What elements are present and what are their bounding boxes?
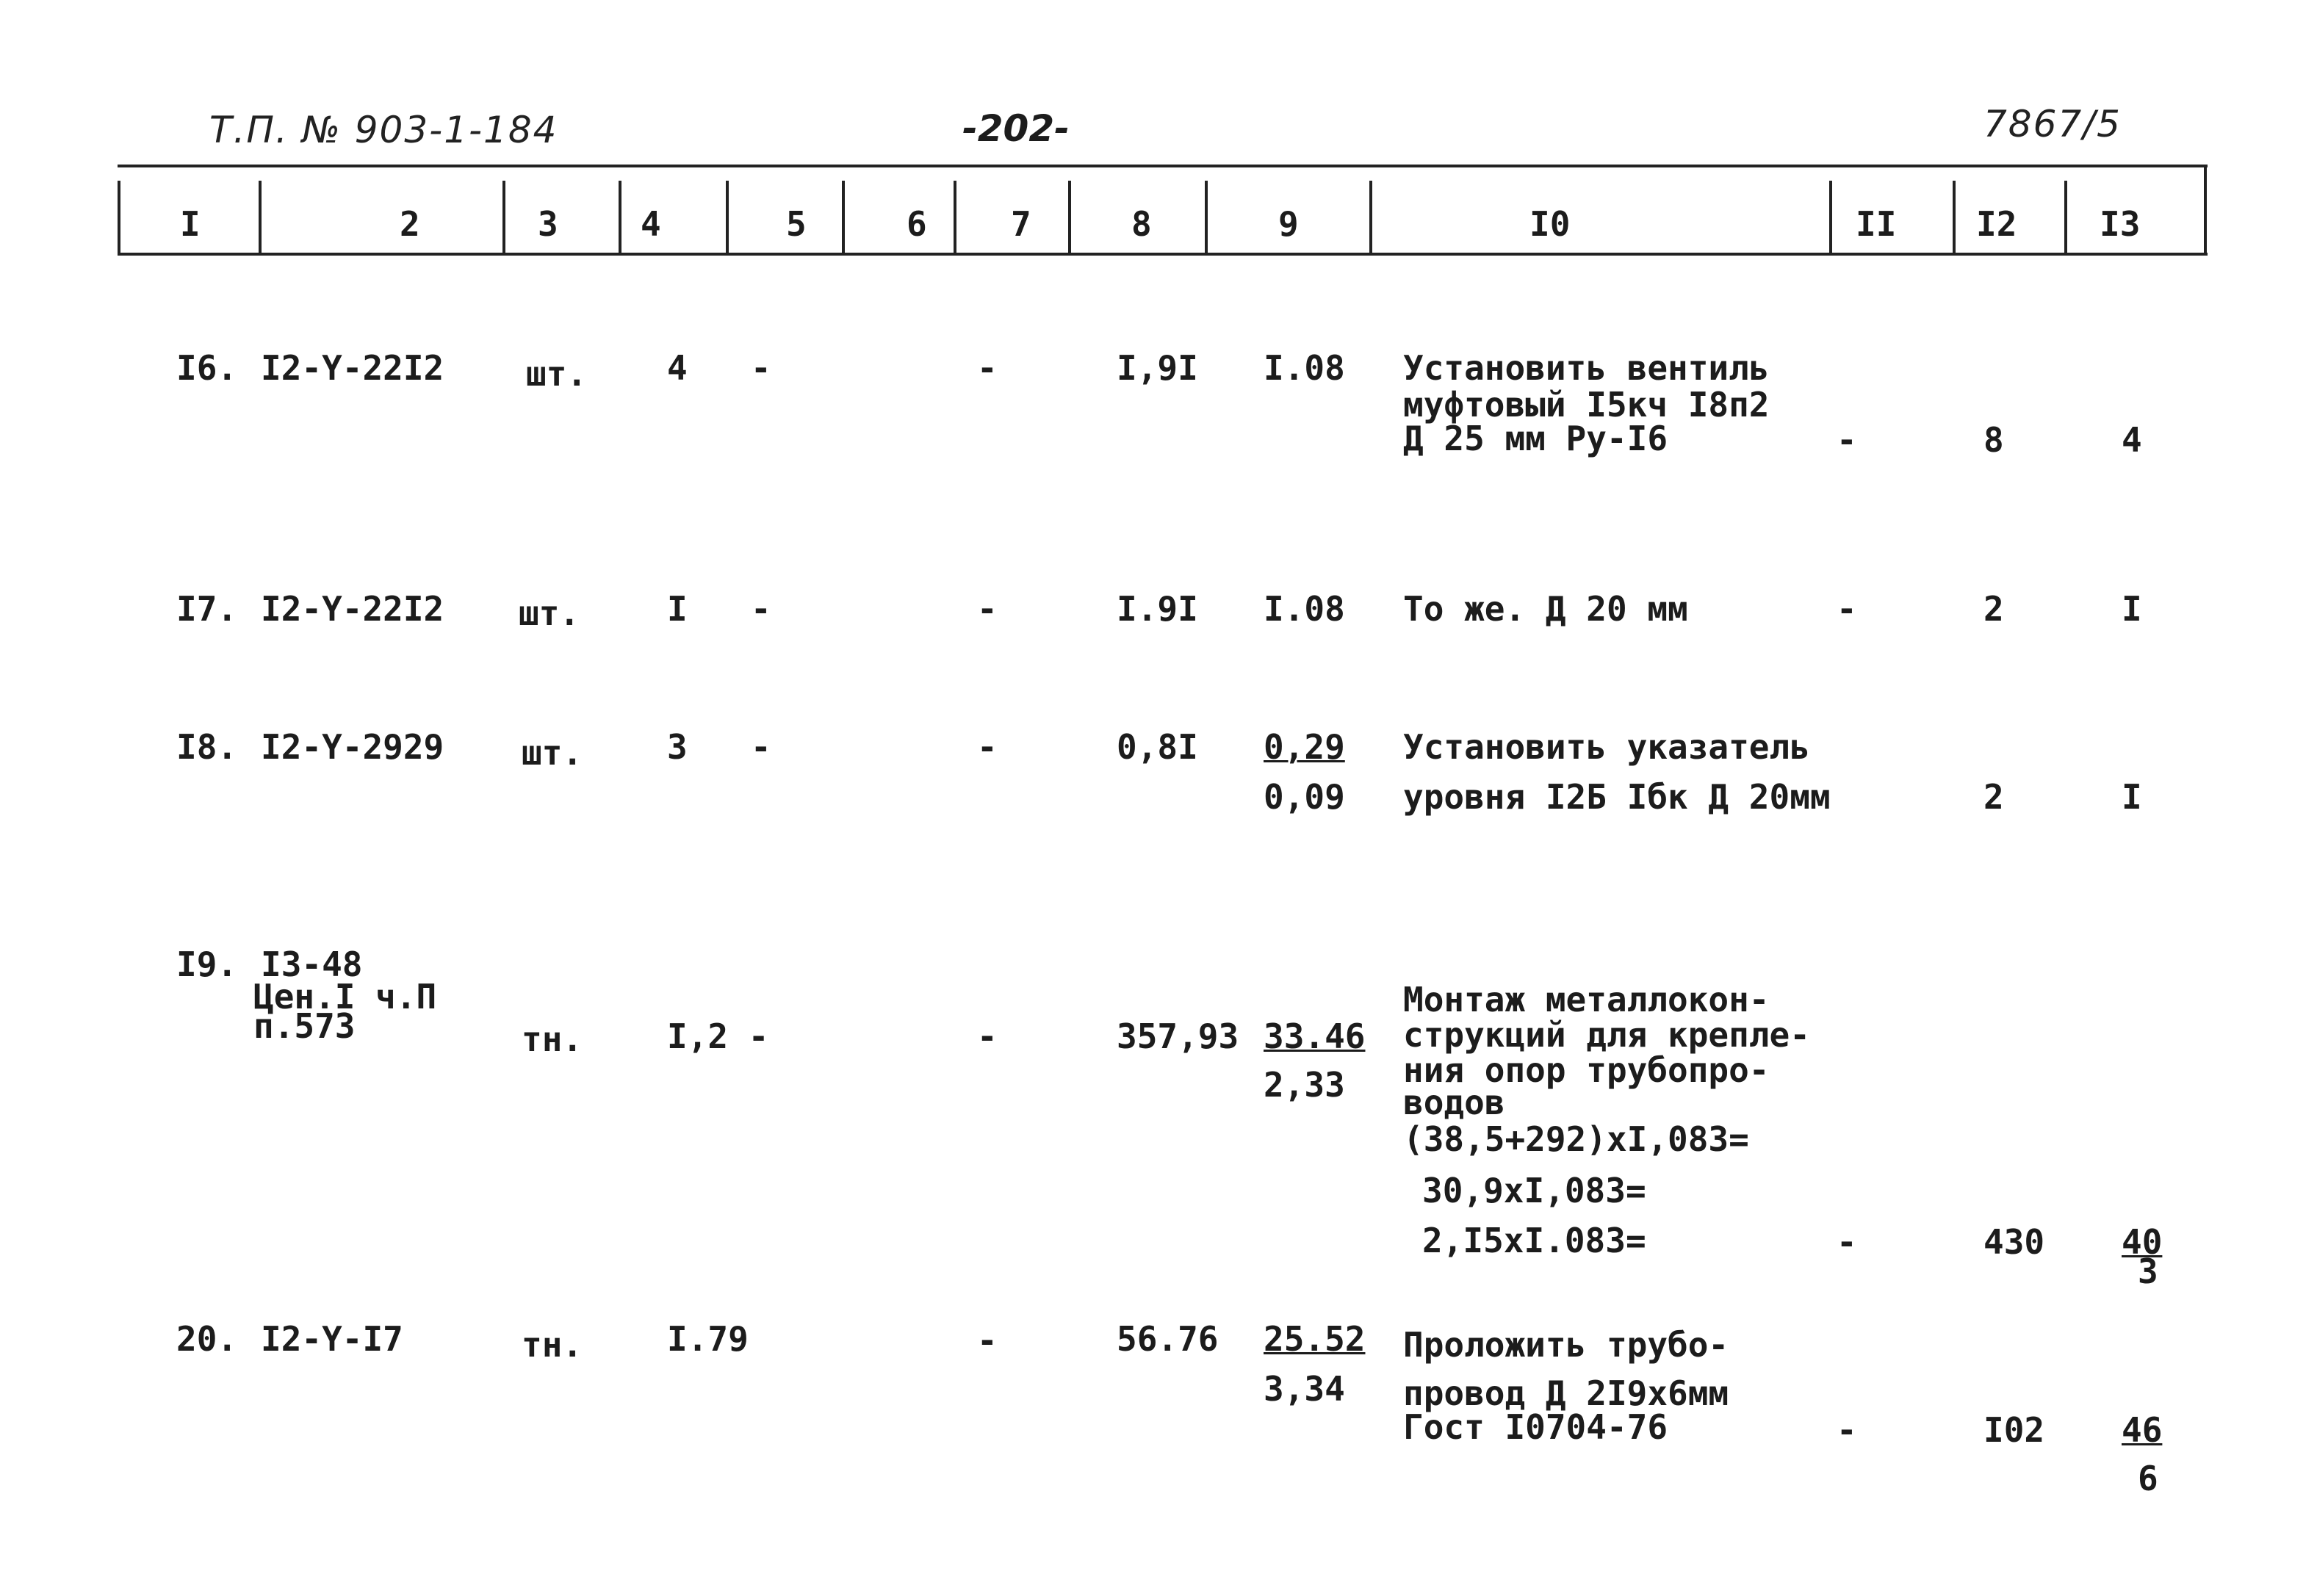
column-9-value: 3,34	[1264, 1369, 1345, 1409]
calculation-line: 30,9хI,083=	[1422, 1171, 1646, 1210]
column-13-value: 4	[2122, 420, 2142, 460]
norm-code: I2-Y-2929	[261, 727, 444, 767]
column-divider	[619, 181, 621, 254]
unit: шт.	[526, 354, 588, 394]
column-number: I	[180, 204, 201, 244]
column-number: II	[1856, 204, 1897, 244]
column-9-value: 0,09	[1264, 777, 1345, 817]
column-divider	[1205, 181, 1208, 254]
column-divider	[726, 181, 729, 254]
column-divider	[118, 181, 120, 254]
column-13-value: 6	[2138, 1459, 2158, 1498]
column-11-value: -	[1837, 420, 1857, 460]
norm-code: I3-48	[261, 945, 363, 984]
work-description: Проложить трубо-	[1403, 1325, 1729, 1365]
column-number: 8	[1131, 204, 1152, 244]
column-5-value: -	[751, 348, 771, 388]
quantity: 4	[667, 348, 688, 388]
work-description: Д 25 мм Ру-I6	[1403, 419, 1668, 458]
column-9-value: I.08	[1264, 589, 1345, 629]
column-number: 7	[1011, 204, 1031, 244]
work-description: Установить указатель	[1403, 727, 1810, 767]
norm-code: I2-Y-22I2	[261, 348, 444, 388]
column-number: 9	[1278, 204, 1299, 244]
column-divider	[259, 181, 262, 254]
column-11-value: -	[1837, 1222, 1857, 1262]
column-13-value: I	[2122, 777, 2142, 817]
row-number: I7.	[176, 589, 238, 629]
column-8-value: 0,8I	[1117, 727, 1198, 767]
quantity: 3	[667, 727, 688, 767]
row-number: I8.	[176, 727, 238, 767]
unit: тн.	[522, 1325, 583, 1365]
column-number: I2	[1976, 204, 2017, 244]
column-12-value: 2	[1983, 589, 2004, 629]
unit: тн.	[522, 1019, 583, 1059]
column-11-value: -	[1837, 1410, 1857, 1450]
norm-code: п.573	[253, 1006, 356, 1046]
work-description: провод Д 2I9х6мм	[1403, 1373, 1729, 1413]
column-9-value: 0,29	[1264, 727, 1345, 767]
document-reference: Т.П. № 903-1-184	[209, 109, 558, 151]
column-number: 4	[641, 204, 661, 244]
column-divider	[2204, 166, 2207, 254]
column-number: 6	[907, 204, 927, 244]
column-12-value: 430	[1983, 1222, 2045, 1262]
quantity: I,2 -	[667, 1017, 769, 1056]
row-number: I6.	[176, 348, 238, 388]
quantity: I.79	[667, 1319, 749, 1359]
column-divider	[842, 181, 845, 254]
column-number: 3	[538, 204, 558, 244]
column-divider	[1068, 181, 1071, 254]
column-7-value: -	[977, 589, 998, 629]
work-description: муфтовый I5кч I8п2	[1403, 385, 1770, 425]
calculation-line: (38,5+292)хI,083=	[1403, 1119, 1749, 1159]
work-description: струкций для крепле-	[1403, 1015, 1810, 1055]
column-12-value: 2	[1983, 777, 2004, 817]
column-number: 2	[400, 204, 420, 244]
work-description: Монтаж металлокон-	[1403, 980, 1770, 1019]
column-8-value: 56.76	[1117, 1319, 1219, 1359]
work-description: ния опор трубопро-	[1403, 1050, 1770, 1090]
sheet-code: 7867/5	[1983, 103, 2122, 145]
work-description: водов	[1403, 1083, 1505, 1122]
column-5-value: -	[751, 589, 771, 629]
column-9-value: I.08	[1264, 348, 1345, 388]
norm-code: I2-Y-22I2	[261, 589, 444, 629]
column-13-value: 3	[2138, 1252, 2158, 1291]
column-9-value: 33.46	[1264, 1017, 1366, 1056]
header-top-border	[118, 165, 2208, 167]
column-divider	[1953, 181, 1956, 254]
unit: шт.	[519, 593, 580, 633]
column-9-value: 25.52	[1264, 1319, 1366, 1359]
column-8-value: 357,93	[1117, 1017, 1239, 1056]
row-number: I9.	[176, 945, 238, 984]
work-description: Установить вентиль	[1403, 348, 1770, 388]
work-description: уровня I2Б Iбк Д 20мм	[1403, 777, 1831, 817]
quantity: I	[667, 589, 688, 629]
work-description: Гост I0704-76	[1403, 1407, 1668, 1447]
header-bottom-border	[118, 253, 2208, 256]
column-number: I3	[2100, 204, 2141, 244]
column-7-value: -	[977, 727, 998, 767]
work-description: То же. Д 20 мм	[1403, 589, 1688, 629]
column-number: 5	[786, 204, 807, 244]
column-13-value: 46	[2122, 1410, 2163, 1450]
column-7-value: -	[977, 1321, 998, 1360]
norm-code: Цен.I ч.П	[253, 977, 437, 1017]
column-divider	[954, 181, 956, 254]
column-12-value: 8	[1983, 420, 2004, 460]
column-divider	[1829, 181, 1832, 254]
unit: шт.	[522, 733, 583, 773]
calculation-line: 2,I5хI.083=	[1422, 1221, 1646, 1260]
column-13-value: 40	[2122, 1222, 2163, 1262]
column-5-value: -	[751, 727, 771, 767]
column-divider	[2064, 181, 2067, 254]
norm-code: I2-Y-I7	[261, 1319, 403, 1359]
column-number: I0	[1529, 204, 1571, 244]
column-13-value: I	[2122, 589, 2142, 629]
column-7-value: -	[977, 1017, 998, 1056]
column-9-value: 2,33	[1264, 1065, 1345, 1105]
column-8-value: I,9I	[1117, 348, 1198, 388]
column-7-value: -	[977, 348, 998, 388]
column-12-value: I02	[1983, 1410, 2045, 1450]
column-divider	[1369, 181, 1372, 254]
column-divider	[502, 181, 505, 254]
column-8-value: I.9I	[1117, 589, 1198, 629]
row-number: 20.	[176, 1319, 238, 1359]
column-11-value: -	[1837, 589, 1857, 629]
page-number: -202-	[962, 107, 1070, 150]
